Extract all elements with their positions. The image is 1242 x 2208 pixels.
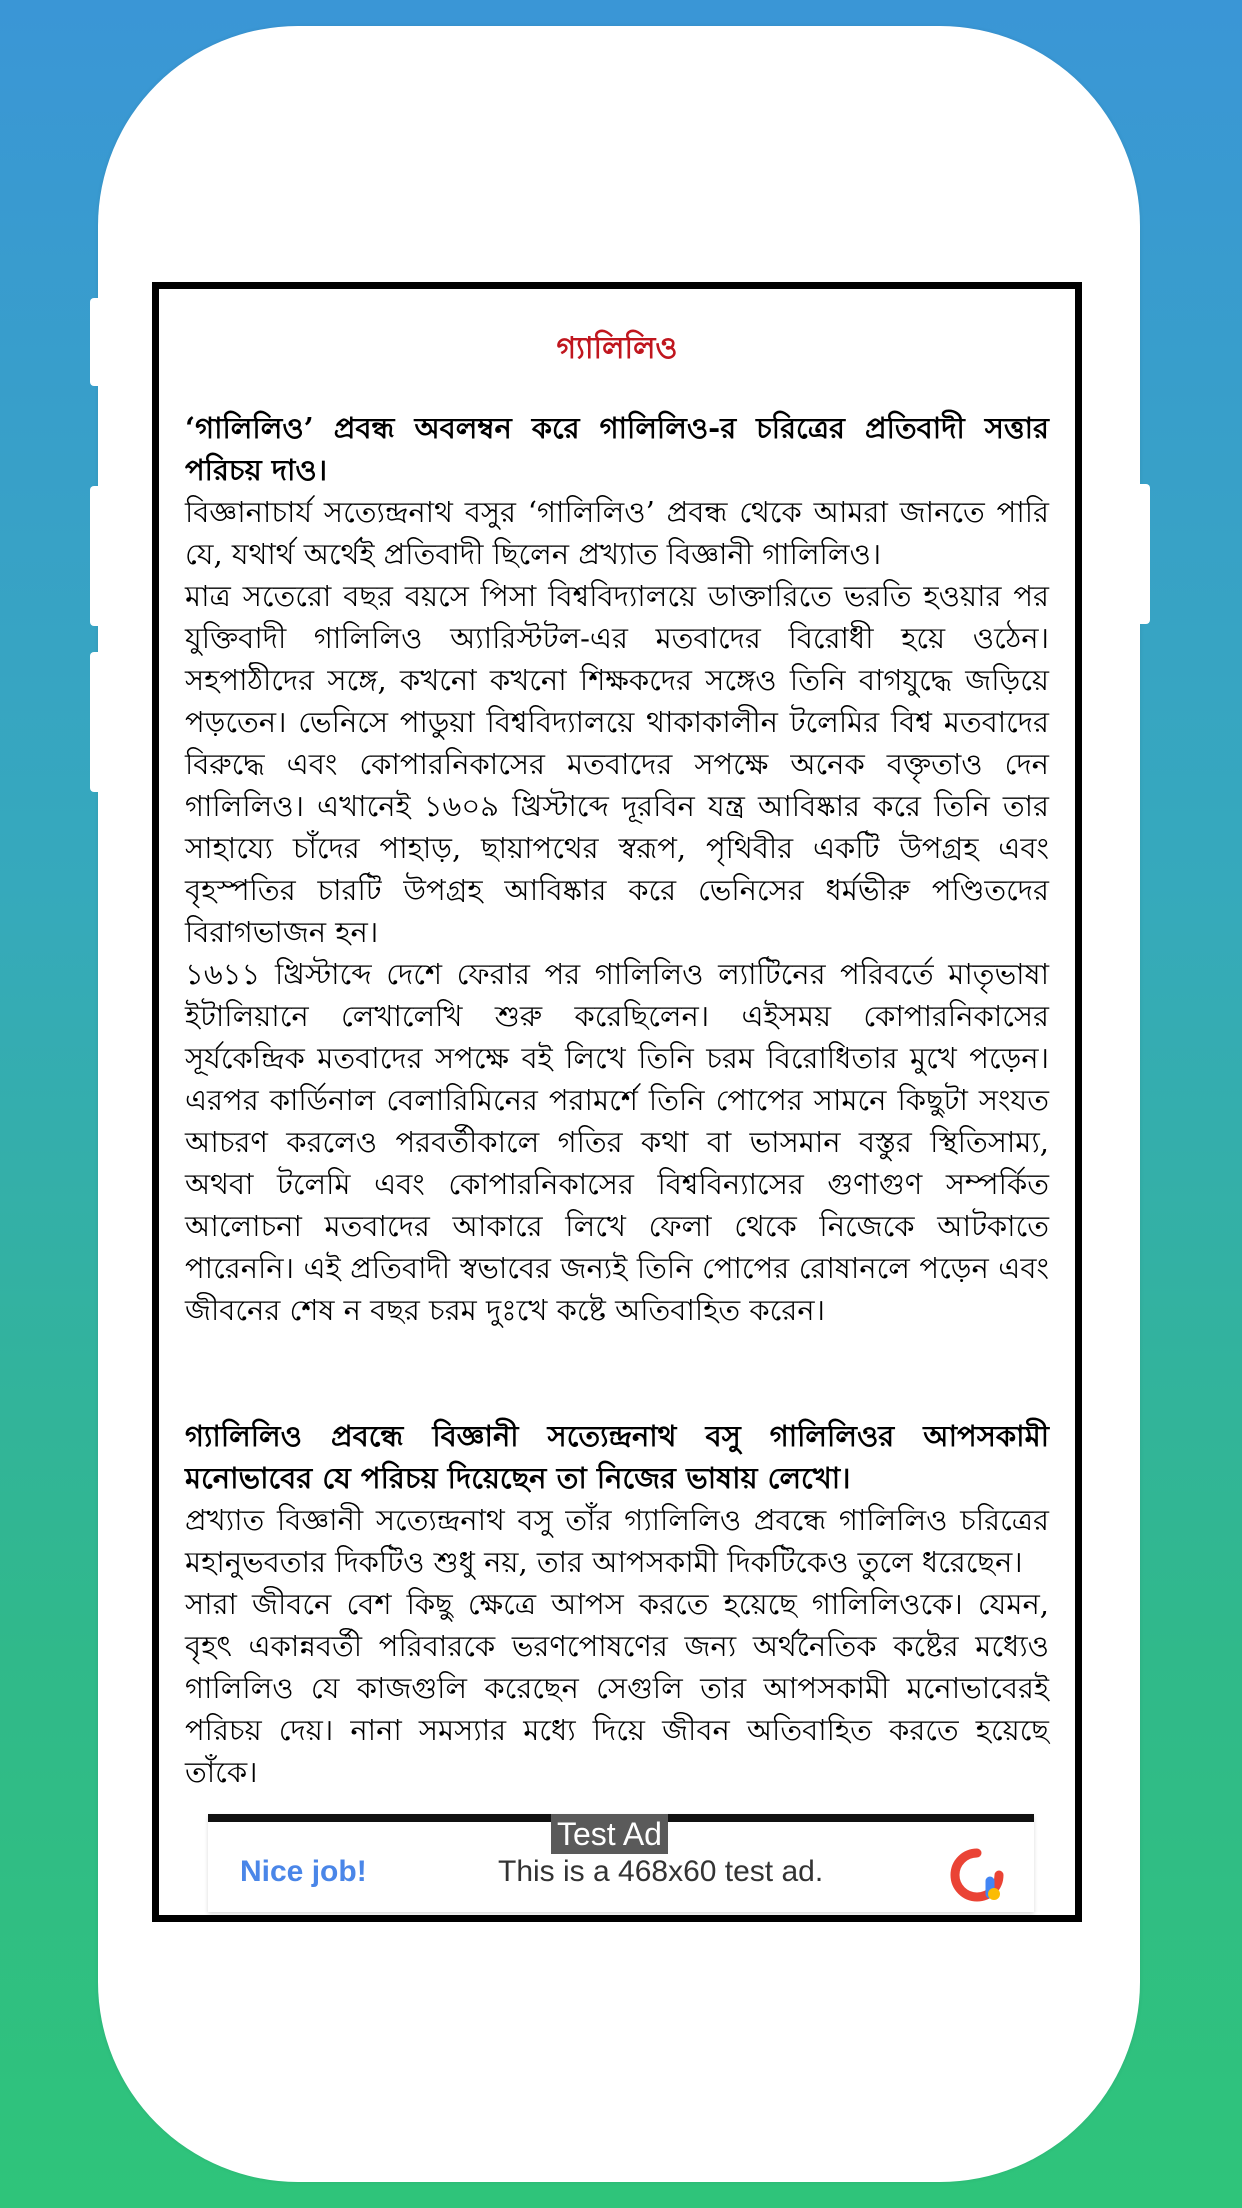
answer-2-paragraph-2: সারা জীবনে বেশ কিছু ক্ষেত্রে আপস করতে হয়েছে গালিলিওকে। যেমন, বৃহৎ একান্নবর্তী পরিবারকে ভরণপোষণের জন্য অর্থনৈতিক কষ্টের মধ্যেও গালিলিও যে কাজগুলি করেছেন সেগুলি তার আপসকামী মনোভাবেরই পরিচয় দেয়। নানা সমস্যার মধ্যে দিয়ে জীবন অতিবাহিত করতে হয়েছে তাঁকে। — [185, 1587, 1049, 1789]
scrollable-content[interactable] — [159, 289, 1075, 1793]
question-2: গ্যালিলিও প্রবন্ধে বিজ্ঞানী সত্যেন্দ্রনাথ বসু গালিলিওর আপসকামী মনোভাবের যে পরিচয় দিয়েছেন তা নিজের ভাষায় লেখো। — [185, 1419, 1049, 1495]
admob-logo-icon[interactable] — [950, 1848, 1004, 1902]
answer-2-paragraph-1: প্রখ্যাত বিজ্ঞানী সত্যেন্দ্রনাথ বসু তাঁর গ্যালিলিও প্রবন্ধে গালিলিও চরিত্রের মহানুভবতার দিকটিও শুধু নয়, তার আপসকামী দিকটিকেও তুলে ধরেছেন। — [185, 1503, 1049, 1579]
phone-side-button-left-3 — [90, 652, 104, 792]
answer-1-paragraph-2: মাত্র সতেরো বছর বয়সে পিসা বিশ্ববিদ্যালয়ে ডাক্তারিতে ভরতি হওয়ার পর যুক্তিবাদী গালিলিও অ্যারিস্টটল-এর মতবাদের বিরোধী হয়ে ওঠেন। সহপাঠীদের সঙ্গে, কখনো কখনো শিক্ষকদের সঙ্গেও তিনি বাগযুদ্ধে জড়িয়ে পড়তেন। ভেনিসে পাডুয়া বিশ্ববিদ্যালয়ে থাকাকালীন টলেমির বিশ্ব মতবাদের বিরুদ্ধে এবং কোপারনিকাসের মতবাদের সপক্ষে অনেক বক্তৃতাও দেন গালিলিও। এখানেই ১৬০৯ খ্রিস্টাব্দে দূরবিন যন্ত্র আবিষ্কার করে তিনি তার সাহায্যে চাঁদের পাহাড়, ছায়াপথের স্বরূপ, পৃথিবীর একটি উপগ্রহ এবং বৃহস্পতির চারটি উপগ্রহ আবিষ্কার করে ভেনিসের ধর্মভীরু পণ্ডিতদের বিরাগভাজন হন। — [185, 579, 1049, 949]
answer-1-paragraph-3: ১৬১১ খ্রিস্টাব্দে দেশে ফেরার পর গালিলিও ল্যাটিনের পরিবর্তে মাতৃভাষা ইটালিয়ানে লেখালেখি শুরু করেছিলেন। এইসময় কোপারনিকাসের সূর্যকেন্দ্রিক মতবাদের সপক্ষে বই লিখে তিনি চরম বিরোধিতার মুখে পড়েন। এরপর কার্ডিনাল বেলারিমিনের পরামর্শে তিনি পোপের সামনে কিছুটা সংযত আচরণ করলেও পরবর্তীকালে গতির কথা বা ভাসমান বস্তুর স্থিতিসাম্য, অথবা টলেমি এবং কোপারনিকাসের বিশ্ববিন্যাসের গুণাগুণ সম্পর্কিত আলোচনা মতবাদের আকারে লিখে ফেলা থেকে নিজেকে আটকাতে পারেননি। এই প্রতিবাদী স্বভাবের জন্যই তিনি পোপের রোষানলে পড়েন এবং জীবনের শেষ ন বছর চরম দুঃখে কষ্টে অতিবাহিত করেন। — [185, 957, 1049, 1327]
phone-side-button-right — [1136, 484, 1150, 624]
page-title: গ্যালিলিও — [556, 331, 678, 366]
ad-badge: Test Ad — [551, 1814, 668, 1854]
ad-description: This is a 468x60 test ad. — [498, 1855, 824, 1888]
question-1: ‘গালিলিও’ প্রবন্ধ অবলম্বন করে গালিলিও-র চরিত্রের প্রতিবাদী সত্তার পরিচয় দাও। — [185, 411, 1049, 487]
section-spacer — [185, 1331, 1049, 1415]
content-viewer[interactable] — [152, 282, 1082, 1922]
answer-1-paragraph-1: বিজ্ঞানাচার্য সত্যেন্দ্রনাথ বসুর ‘গালিলিও’ প্রবন্ধ থেকে আমরা জানতে পারি যে, যথার্থ অর্থেই প্রতিবাদী ছিলেন প্রখ্যাত বিজ্ঞানী গালিলিও। — [185, 495, 1049, 571]
test-ad-banner[interactable] — [208, 1814, 1034, 1912]
phone-side-button-left-1 — [90, 298, 104, 386]
admob-logo-icon-graphic — [950, 1848, 1004, 1902]
phone-side-button-left-2 — [90, 486, 104, 626]
ad-cta-text[interactable]: Nice job! — [240, 1855, 367, 1888]
